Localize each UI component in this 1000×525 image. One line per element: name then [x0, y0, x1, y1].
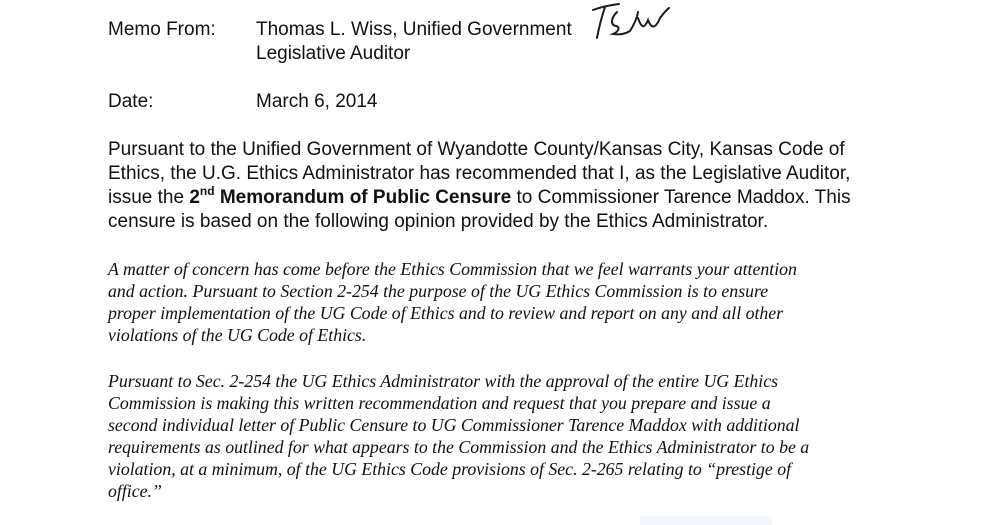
- opinion-2-line-5: violation, at a minimum, of the UG Ethics Code provisions of Sec. 2-265 relating to “prestige of: [108, 459, 792, 479]
- opinion-2-line-6: office.”: [108, 481, 162, 501]
- intro-line-4: censure is based on the following opinion provided by the Ethics Administrator.: [108, 211, 769, 232]
- intro-line-2: Ethics, the U.G. Ethics Administrator has recommended that I, as the Legislative Auditor,: [108, 163, 851, 184]
- intro-line-3-bold: Memorandum of Public Censure: [214, 187, 512, 208]
- opinion-1-line-2: and action. Pursuant to Section 2-254 the purpose of the UG Ethics Commission is to ensure: [108, 281, 769, 301]
- intro-line-3-pre: issue the: [108, 187, 190, 208]
- date-label: Date:: [108, 91, 154, 112]
- opinion-2-line-2: Commission is making this written recommendation and request that you prepare and issue a: [108, 393, 771, 413]
- opinion-2-line-4: requirements as outlined for what appears to the Commission and the Ethics Administrator to be a: [108, 437, 810, 457]
- intro-line-3-sup: nd: [199, 183, 215, 198]
- opinion-1-line-1: A matter of concern has come before the Ethics Commission that we feel warrants your attention: [108, 259, 797, 279]
- opinion-1-line-3: proper implementation of the UG Code of Ethics and to review and report on any and all other: [108, 303, 784, 323]
- handwritten-signature: [575, 0, 675, 44]
- intro-line-3: [108, 183, 851, 210]
- intro-line-1: Pursuant to the Unified Government of Wyandotte County/Kansas City, Kansas Code of: [108, 139, 845, 160]
- memo-from-name: Thomas L. Wiss, Unified Government: [256, 19, 572, 40]
- signature-icon: [575, 0, 675, 44]
- intro-line-3-number: 2: [189, 187, 200, 208]
- opinion-2-line-3: second individual letter of Public Censure to UG Commissioner Tarence Maddox with additional: [108, 415, 800, 435]
- opinion-2-line-1: Pursuant to Sec. 2-254 the UG Ethics Administrator with the approval of the entire UG Ethics: [108, 371, 779, 391]
- intro-line-3-post: to Commissioner Tarence Maddox. This: [511, 187, 851, 208]
- opinion-1-line-4: violations of the UG Code of Ethics.: [108, 325, 367, 345]
- date-value: March 6, 2014: [256, 91, 378, 112]
- scan-mark: [640, 516, 772, 525]
- memo-from-title: Legislative Auditor: [256, 43, 411, 64]
- memo-from-label: Memo From:: [108, 19, 216, 40]
